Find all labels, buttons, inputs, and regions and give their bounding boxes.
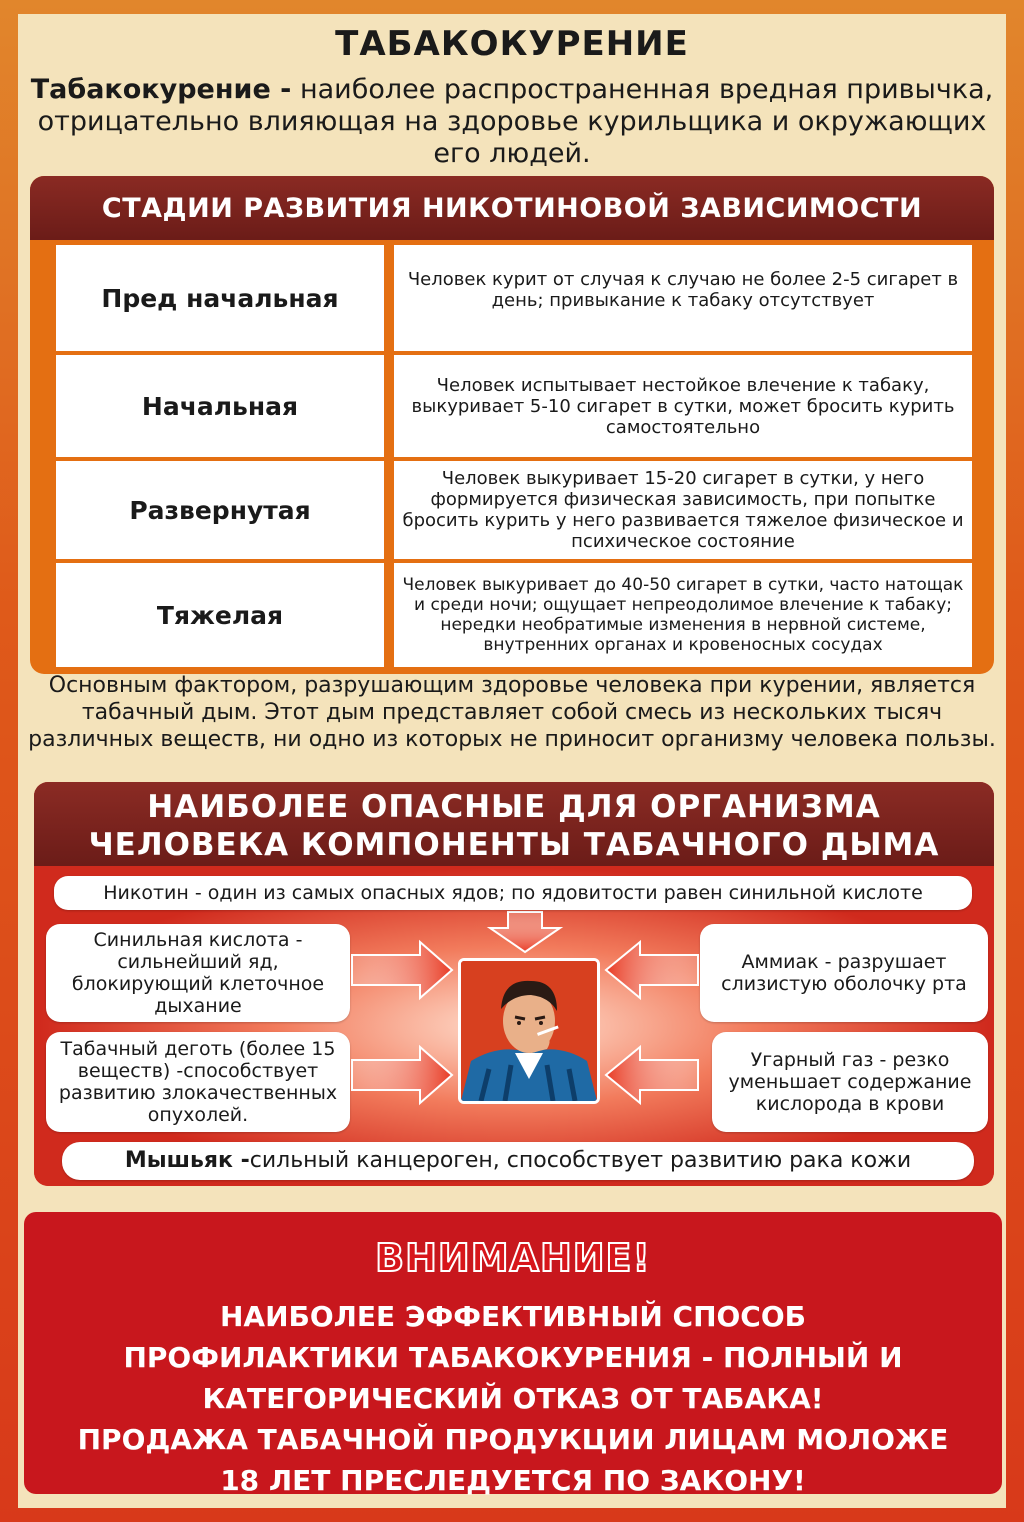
components-heading-line: ЧЕЛОВЕКА КОМПОНЕНТЫ ТАБАЧНОГО ДЫМА <box>88 827 940 863</box>
smoke-factor-text: Основным фактором, разрушающим здоровье человека при курении, является табачный дым. Этот дым представляет собой смесь из нескольких тысяч различных веществ, ни одно из которых не приносит организму человека пользы. <box>28 673 996 752</box>
components-heading-line: НАИБОЛЕЕ ОПАСНЫЕ ДЛЯ ОРГАНИЗМА <box>147 789 881 825</box>
warning-line: ПРОДАЖА ТАБАЧНОЙ ПРОДУКЦИИ ЛИЦАМ МОЛОЖЕ <box>77 1423 949 1456</box>
stage-description: Человек испытывает нестойкое влечение к табаку, выкуривает 5-10 сигарет в сутки, может бросить курить самостоятельно <box>394 355 972 457</box>
warning-message <box>24 1296 1002 1501</box>
intro-definition: наиболее распространенная вредная привычка, отрицательно влияющая на здоровье курильщика и окружающих его людей. <box>37 74 994 169</box>
arrow-left-icon <box>606 1047 698 1103</box>
stage-name: Тяжелая <box>56 563 384 667</box>
component-nicotine: Никотин - один из самых опасных ядов; по ядовитости равен синильной кислоте <box>54 876 972 910</box>
smoker-illustration <box>458 958 600 1104</box>
intro-term: Табакокурение - <box>30 74 292 105</box>
arrow-right-icon <box>352 1047 452 1103</box>
stages-heading: СТАДИИ РАЗВИТИЯ НИКОТИНОВОЙ ЗАВИСИМОСТИ <box>30 176 994 240</box>
page-title: ТАБАКОКУРЕНИЕ <box>335 24 689 64</box>
stage-name: Начальная <box>56 355 384 457</box>
component-tobacco-tar: Табачный деготь (более 15 веществ) -способствует развитию злокачественных опухолей. <box>46 1032 350 1132</box>
component-hydrocyanic-acid: Синильная кислота - сильнейший яд, блокирующий клеточное дыхание <box>46 924 350 1022</box>
stage-description: Человек курит от случая к случаю не более 2-5 сигарет в день; привыкание к табаку отсутствует <box>394 245 972 351</box>
warning-line: ПРОФИЛАКТИКИ ТАБАКОКУРЕНИЯ - ПОЛНЫЙ И <box>123 1341 903 1374</box>
warning-panel <box>24 1212 1002 1497</box>
stage-description: Человек выкуривает 15-20 сигарет в сутки, у него формируется физическая зависимость, при попытке бросить курить у него развивается тяжелое физическое и психическое состояние <box>394 461 972 559</box>
warning-line: 18 ЛЕТ ПРЕСЛЕДУЕТСЯ ПО ЗАКОНУ! <box>220 1464 806 1497</box>
arrow-down-icon <box>490 912 560 952</box>
stage-name: Развернутая <box>56 461 384 559</box>
component-carbon-monoxide: Угарный газ - резко уменьшает содержание кислорода в крови <box>712 1032 988 1132</box>
component-ammonia: Аммиак - разрушает слизистую оболочку рта <box>700 924 988 1022</box>
arsenic-text: сильный канцероген, способствует развитию рака кожи <box>249 1148 912 1173</box>
warning-line: НАИБОЛЕЕ ЭФФЕКТИВНЫЙ СПОСОБ <box>219 1300 807 1333</box>
arrow-left-icon <box>606 942 698 998</box>
warning-title: ВНИМАНИЕ! <box>375 1236 651 1280</box>
component-arsenic <box>62 1142 974 1180</box>
stage-name: Пред начальная <box>56 245 384 351</box>
warning-line: КАТЕГОРИЧЕСКИЙ ОТКАЗ ОТ ТАБАКА! <box>202 1382 824 1415</box>
arrow-right-icon <box>352 942 452 998</box>
stage-description: Человек выкуривает до 40-50 сигарет в сутки, часто натощак и среди ночи; ощущает непреодолимое влечение к табаку; нередки необратимые изменения в нервной системе, внутренних органах и кровеносных сосудах <box>394 563 972 667</box>
arsenic-term: Мышьяк - <box>124 1148 250 1173</box>
